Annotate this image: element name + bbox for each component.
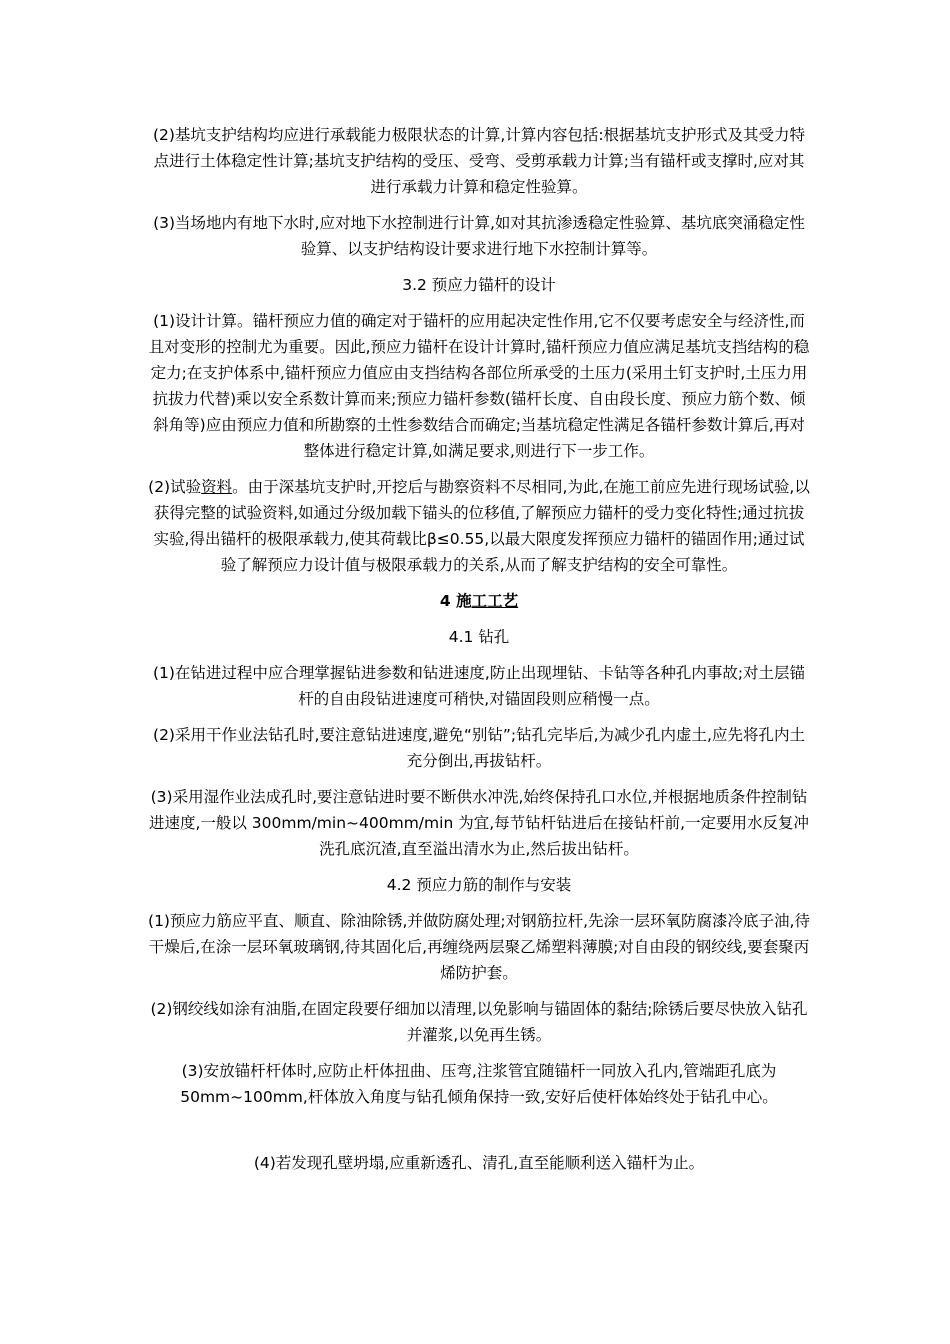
test-data-link[interactable]: 资料	[201, 478, 233, 496]
paragraph-test-data-prefix: (2)试验	[148, 478, 202, 496]
paragraph-design-calculation: (1)设计计算。锚杆预应力值的确定对于锚杆的应用起决定性作用,它不仅要考虑安全与经济性,而且对变形的控制尤为重要。因此,预应力锚杆在设计计算时,锚杆预应力值应满足基坑支挡结构的稳定力;在支护体系中,锚杆预应力值应由支挡结构各部位所承受的土压力(采用土钉支护时,土压力用抗拔力代替)乘以安全系数计算而来;预应力锚杆参数(锚杆长度、自由段长度、预应力筋个数、倾斜角等)应由预应力值和所勘察的土性参数结合而确定;当基坑稳定性满足各锚杆参数计算后,再对整体进行稳定计算,如满足要求,则进行下一步工作。	[148, 312, 810, 460]
paragraph-drilling-parameters: (1)在钻进过程中应合理掌握钻进参数和钻进速度,防止出现埋钻、卡钻等各种孔内事故;对土层锚杆的自由段钻进速度可稍快,对锚固段则应稍慢一点。	[152, 664, 806, 708]
paragraph-dry-drilling: (2)采用干作业法钻孔时,要注意钻进速度,避免“别钻”;钻孔完毕后,为减少孔内虚土,应先将孔内土充分倒出,再拔钻杆。	[153, 726, 805, 770]
paragraph-anchor-installation: (3)安放锚杆杆体时,应防止杆体扭曲、压弯,注浆管宜随锚杆一同放入孔内,管端距孔底为 50mm~100mm,杆体放入角度与钻孔倾角保持一致,安好后使杆体始终处于钻孔中心。	[180, 1062, 778, 1106]
section-heading-4-2: 4.2 预应力筋的制作与安装	[386, 876, 572, 894]
section-heading-4-1: 4.1 钻孔	[448, 628, 510, 646]
paragraph-hole-collapse: (4)若发现孔壁坍塌,应重新透孔、清孔,直至能顺利送入锚杆为止。	[253, 1154, 705, 1172]
section-heading-4	[148, 588, 810, 614]
paragraph-foundation-limit-state: (2)基坑支护结构均应进行承载能力极限状态的计算,计算内容包括:根据基坑支护形式及其受力特点进行土体稳定性计算;基坑支护结构的受压、受弯、受剪承载力计算;当有锚杆或支撑时,应对其进行承载力计算和稳定性验算。	[152, 126, 806, 196]
document-body	[148, 122, 810, 1186]
paragraph-test-data	[148, 474, 810, 578]
section-heading-4-link[interactable]: 工工艺	[471, 592, 519, 610]
paragraph-groundwater-control: (3)当场地内有地下水时,应对地下水控制进行计算,如对其抗渗透稳定性验算、基坑底突涌稳定性验算、以支护结构设计要求进行地下水控制计算等。	[153, 214, 805, 258]
paragraph-tendon-preparation: (1)预应力筋应平直、顺直、除油除锈,并做防腐处理;对钢筋拉杆,先涂一层环氧防腐漆冷底子油,待干燥后,在涂一层环氧玻璃钢,待其固化后,再缠绕两层聚乙烯塑料薄膜;对自由段的钢绞线,要套聚丙烯防护套。	[148, 912, 810, 982]
paragraph-wet-drilling: (3)采用湿作业法成孔时,要注意钻进时要不断供水冲洗,始终保持孔口水位,并根据地质条件控制钻进速度,一般以 300mm/min~400mm/min 为宜,每节钻杆钻进后在接钻杆前,一定要用水反复冲洗孔底沉渣,直至溢出清水为止,然后拔出钻杆。	[148, 788, 810, 858]
section-heading-4-prefix: 4 施	[439, 592, 472, 610]
section-heading-3-2: 3.2 预应力锚杆的设计	[402, 276, 556, 294]
paragraph-strand-cleaning: (2)钢绞线如涂有油脂,在固定段要仔细加以清理,以免影响与锚固体的黏结;除锈后要尽快放入钻孔并灌浆,以免再生锈。	[150, 1000, 808, 1044]
paragraph-test-data-body: 。由于深基坑支护时,开挖后与勘察资料不尽相同,为此,在施工前应先进行现场试验,以获得完整的试验资料,如通过分级加载下锚头的位移值,了解预应力锚杆的受力变化特性;通过抗拔实验,得出锚杆的极限承载力,使其荷载比β≤0.55,以最大限度发挥预应力锚杆的锚固作用;通过试验了解预应力设计值与极限承载力的关系,从而了解支护结构的安全可靠性。	[153, 478, 810, 574]
